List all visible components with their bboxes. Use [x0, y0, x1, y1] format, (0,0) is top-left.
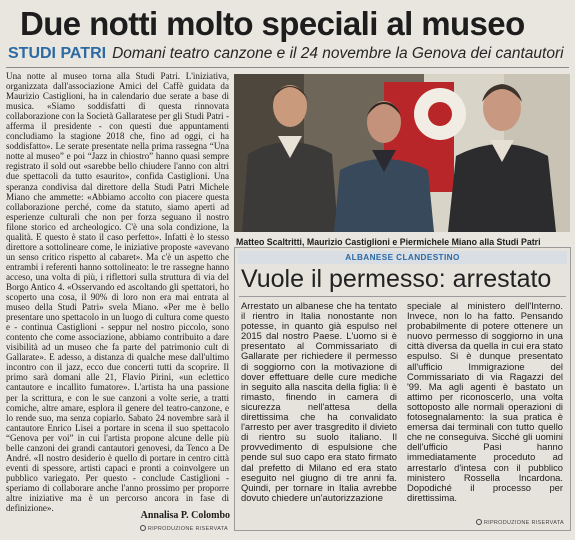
article-kicker: STUDI PATRI — [8, 45, 107, 62]
article-body-text: Una notte al museo torna alla Studi Patri. L'iniziativa, organizzata dall'associazione Amici del Caffè guidata da Maurizio Castiglioni, ha in calendario due serate a base di musica. «Siamo soddisfatti di questa rinnovata collaborazione con la Società Gallaratese per gli Studi Patri - afferma il presidente - con questi due appuntamenti concludiamo la stagione 2018 che, fino ad oggi, ci ha soddisfatto». Le serate presentate nella prima rassegna “Una notte al museo” e poi “Jazz in chiostro” hanno quasi sempre registrato il sold out «sarebbe bello chiudere l'anno con altri due spettacoli da tutto esaurito», confida Castiglioni. Una speranza condivisa dal direttore della Studi Patri Michele Miano che ammette: «Abbiamo accolto con piacere questa collaborazione perché, come da statuto, siamo aperti ad esperienze culturali che non per forza seguano il nostro filone storico ed archeologico. C'è una sola condizione, la qualità. E questo è stato il caso perfetto». Infatti è lo stesso direttore a sottolineare come, le iniziative proposte «avevano un senso critico rispetto al cabaret». Ma c'è un aspetto che entrambi i referenti hanno sottolineato: le tre rassegne hanno acceso, una volta di più, i riflettori sulla struttura di via del Borgo Antico 4. «Osservando ed ascoltando gli spettatori, ho scoperto una cosa, il 90% di loro non era mai entrata al museo della Studi Patri» svela Miano. «Per me è bello presentare uno spettacolo in un luogo di cultura come questo e - continua Castiglioni - seppur nel nostro piccolo, sono contento che come associazione, abbiamo contribuito a dare visibilità ad un museo che fa parte del patrimonio cult di Gallarate». E adesso, a distanza di qualche mese dall'ultimo incontro con il jazz, ecco due concerti tutti da scoprire. Il primo sarà domani alle 21, Flavio Pirini, «un eclettico cantautore e incallito fumatore». L'artista ha una passione per la scrittura, e con le sue canzoni a volte serie, a tratti comiche, altre amare, esplora il genere del teatro-canzone, e lo rende suo, ma senza copiarlo. Sabato 24 novembre sarà il cantautore Enrico Lisei a portare in scena il suo spettacolo “Genova per voi” in cui l'artista propone alcune delle più belle canzoni dei grandi cantautori genovesi, da Tenco a De André. «Il nostro desiderio è quello di portare in centro città eventi di spessore, artisti capaci e pronti a coinvolgere un pubblico variegato. Per questo - conclude Castiglioni - speriamo di collaborare anche l'anno prossimo per proporre altre iniziative ma è un percorso ancora in fase di definizione». — [6, 71, 229, 514]
article-headline: Due notti molto speciali al museo — [20, 5, 525, 42]
header-divider — [6, 67, 569, 68]
sidebar-copyright — [476, 519, 564, 526]
article-signature: Annalisa P. Colombo — [140, 510, 230, 521]
article-body — [6, 71, 229, 513]
sidebar-kicker: ALBANESE CLANDESTINO — [238, 251, 567, 264]
article-copyright — [118, 525, 228, 532]
photo-caption: Matteo Scaltritti, Maurizio Castiglioni e Piermichele Miano alla Studi Patri — [236, 237, 541, 247]
sidebar-column-1: Arrestato un albanese che ha tentato il rientro in Italia nonostante non potesse, in quanto già espulso nel 2015 dal nostro Paese. L'uomo si è presentato al Commissariato di Gallarate per richiedere il permesso di soggiorno con la motivazione di dover effettuare delle cure mediche in seguito alla nascita della figlia: lì è rimasto, finendo in camera di sicurezza nell'attesa della direttissima che ha convalidato l'arresto per aver trasgredito il divieto di rientro su suolo italiano. Il provvedimento di espulsione che pende sul suo capo era stato firmato dal prefetto di Milano ed era stato eseguito nel giugno di tre anni fa. Quindi, per tornare in Italia avrebbe dovuto chiedere un'autorizzazione — [241, 300, 397, 503]
article-kicker-row — [4, 45, 571, 63]
copyright-icon — [476, 519, 482, 525]
sidebar-copyright-text: RIPRODUZIONE RISERVATA — [483, 520, 564, 526]
sidebar-columns — [235, 297, 570, 503]
photo-illustration — [234, 74, 570, 232]
article-copyright-text: RIPRODUZIONE RISERVATA — [147, 526, 228, 532]
sidebar-title: Vuole il permesso: arrestato — [241, 265, 552, 293]
sidebar-box — [234, 247, 571, 531]
article-photo — [234, 74, 570, 232]
sidebar-column-2: speciale al ministero dell'Interno. Invece, non lo ha fatto. Pensando probabilmente di potere ottenere un nuovo permesso di soggiorno in una città diversa da quella in cui era stato espulso. Si è dunque presentato all'ufficio Immigrazione del Commissariato di via Ragazzi del '99. Ma agli agenti è bastato un attimo per riconoscerlo, una volta sottoposto alle normali operazioni di fotosegnalamento: la sua pratica è emersa dai terminali con tutto quello che ne conseguiva. Sicché gli uomini dell'ufficio Pasi hanno immediatamente proceduto ad arrestarlo d'intesa con il pubblico ministero Rossella Incardona. Dopodiché il processo per direttissima. — [407, 300, 563, 503]
copyright-icon — [140, 525, 146, 531]
article-subhead: Domani teatro canzone e il 24 novembre la Genova dei cantautori — [112, 45, 564, 62]
